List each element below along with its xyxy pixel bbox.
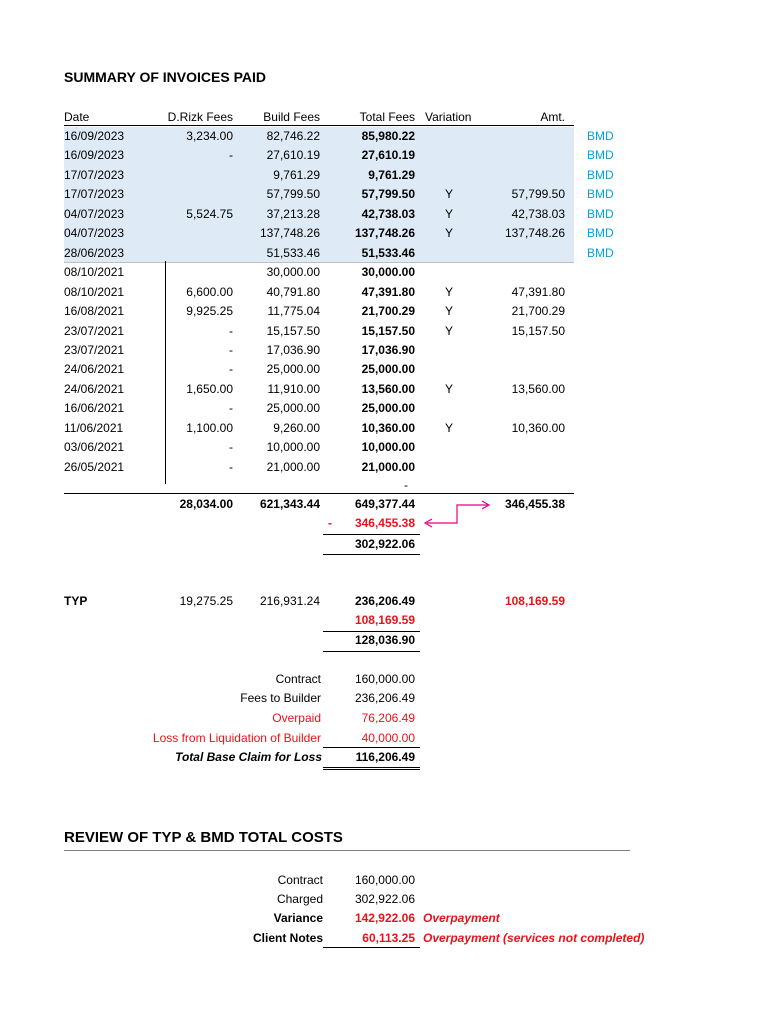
claim-total-label: Total Base Claim for Loss — [175, 750, 322, 764]
cell-tag: BMD — [587, 167, 614, 182]
cell-build: 40,791.80 — [266, 284, 320, 299]
cell-build: 57,799.50 — [266, 187, 320, 202]
cell-drizk: - — [229, 323, 233, 338]
cell-date: 26/05/2021 — [64, 459, 125, 474]
review-variance-value: 142,922.06 — [354, 911, 415, 925]
cell-tag: BMD — [587, 206, 614, 221]
claim-loss-value: 40,000.00 — [361, 731, 415, 745]
cell-build: 27,610.19 — [266, 148, 320, 163]
cell-build: 37,213.28 — [266, 206, 320, 221]
review-charged-label: Charged — [276, 892, 323, 906]
blank-dash: - — [404, 478, 408, 492]
cell-amt: 42,738.03 — [511, 206, 565, 221]
cell-drizk: - — [229, 401, 233, 416]
cell-total: 15,157.50 — [361, 323, 415, 338]
cell-date: 16/06/2021 — [64, 401, 125, 416]
net-total: 302,922.06 — [354, 537, 415, 551]
cell-build: 82,746.22 — [266, 129, 320, 143]
section-rule — [64, 850, 630, 851]
cell-total: 85,980.22 — [361, 129, 415, 143]
header-amt: Amt. — [540, 110, 565, 124]
header-total-fees: Total Fees — [359, 110, 415, 124]
cell-tag: BMD — [587, 245, 614, 260]
cell-date: 17/07/2023 — [64, 167, 125, 182]
cell-variation: Y — [444, 206, 453, 221]
cell-drizk: 6,600.00 — [186, 284, 233, 299]
typ-less: 108,169.59 — [354, 613, 415, 627]
cell-variation: Y — [444, 284, 453, 299]
claim-fees-value: 236,206.49 — [354, 691, 415, 705]
claim-overpaid-label: Overpaid — [272, 711, 321, 725]
cell-drizk: - — [229, 362, 233, 377]
cell-amt: 137,748.26 — [504, 226, 565, 241]
cell-date: 03/06/2021 — [64, 440, 125, 455]
cell-drizk: - — [229, 459, 233, 474]
header-drizk-fees: D.Rizk Fees — [167, 110, 233, 124]
cell-date: 16/09/2023 — [64, 129, 125, 143]
cell-total: 137,748.26 — [354, 226, 415, 241]
typ-build-fees: 216,931.24 — [259, 594, 320, 608]
cell-date: 16/08/2021 — [64, 304, 125, 319]
typ-drizk-fees: 19,275.25 — [179, 594, 233, 608]
cell-total: 25,000.00 — [361, 401, 415, 416]
review-contract-value: 160,000.00 — [354, 873, 415, 887]
cell-build: 11,775.04 — [267, 304, 320, 319]
claim-loss-label: Loss from Liquidation of Builder — [152, 731, 321, 745]
arrow-icon — [425, 501, 489, 527]
cell-total: 51,533.46 — [361, 245, 415, 260]
total-variation-amt: 346,455.38 — [504, 497, 565, 511]
cell-build: 25,000.00 — [266, 401, 320, 416]
total-build-fees: 621,343.44 — [259, 497, 320, 511]
cell-total: 17,036.90 — [361, 342, 415, 357]
total-drizk-fees: 28,034.00 — [179, 497, 233, 511]
review-variance-note: Overpayment — [423, 911, 500, 925]
cell-build: 51,533.46 — [266, 245, 320, 260]
cell-amt: 15,157.50 — [511, 323, 565, 338]
cell-drizk: - — [229, 440, 233, 455]
cell-total: 30,000.00 — [361, 265, 415, 280]
cell-total: 13,560.00 — [361, 381, 415, 396]
cell-date: 23/07/2021 — [64, 323, 125, 338]
cell-date: 08/10/2021 — [64, 284, 125, 299]
typ-net: 128,036.90 — [354, 633, 415, 647]
cell-variation: Y — [444, 226, 453, 241]
cell-amt: 21,700.29 — [511, 304, 565, 319]
review-contract-label: Contract — [277, 873, 323, 887]
cell-date: 04/07/2023 — [64, 206, 125, 221]
typ-variation-amt: 108,169.59 — [504, 594, 565, 608]
review-client-notes-value: 60,113.25 — [362, 931, 415, 945]
cell-date: 23/07/2021 — [64, 342, 125, 357]
cell-variation: Y — [444, 420, 453, 435]
cell-tag: BMD — [587, 187, 614, 202]
header-build-fees: Build Fees — [263, 110, 320, 124]
page-title: SUMMARY OF INVOICES PAID — [64, 69, 266, 85]
cell-date: 16/09/2023 — [64, 148, 125, 163]
cell-total: 47,391.80 — [361, 284, 415, 299]
cell-date: 04/07/2023 — [64, 226, 125, 241]
underline — [323, 767, 420, 768]
cell-drizk: 1,650.00 — [186, 381, 233, 396]
review-client-notes-note: Overpayment (services not completed) — [423, 931, 645, 945]
typ-label: TYP — [64, 594, 88, 608]
cell-build: 30,000.00 — [266, 265, 320, 280]
cell-total: 10,360.00 — [361, 420, 415, 435]
cell-drizk: - — [229, 148, 233, 163]
cell-amt: 13,560.00 — [511, 381, 565, 396]
cell-total: 9,761.29 — [368, 167, 415, 182]
cell-date: 08/10/2021 — [64, 265, 125, 280]
cell-date: 11/06/2021 — [64, 420, 124, 435]
review-charged-value: 302,922.06 — [354, 892, 415, 906]
less-variations: 346,455.38 — [354, 516, 415, 530]
header-date: Date — [64, 110, 90, 124]
cell-total: 42,738.03 — [361, 206, 415, 221]
cell-build: 21,000.00 — [266, 459, 320, 474]
cell-total: 21,000.00 — [361, 459, 415, 474]
cell-build: 17,036.90 — [266, 342, 320, 357]
cell-drizk: 5,524.75 — [186, 206, 233, 221]
cell-date: 17/07/2023 — [64, 187, 125, 202]
cell-tag: BMD — [587, 129, 614, 143]
total-fees: 649,377.44 — [354, 497, 415, 511]
cell-amt: 47,391.80 — [511, 284, 565, 299]
cell-build: 15,157.50 — [266, 323, 320, 338]
cell-amt: 57,799.50 — [511, 187, 565, 202]
cell-variation: Y — [444, 187, 453, 202]
cell-variation: Y — [444, 381, 453, 396]
cell-total: 10,000.00 — [361, 440, 415, 455]
underline — [323, 769, 420, 770]
cell-tag: BMD — [587, 226, 614, 241]
cell-build: 9,761.29 — [273, 167, 320, 182]
review-client-notes-label: Client Notes — [252, 931, 323, 945]
cell-build: 137,748.26 — [259, 226, 320, 241]
cell-build: 25,000.00 — [266, 362, 320, 377]
review-title: REVIEW OF TYP & BMD TOTAL COSTS — [64, 829, 343, 846]
cell-total: 25,000.00 — [361, 362, 415, 377]
cell-tag: BMD — [587, 148, 614, 163]
claim-overpaid-value: 76,206.49 — [361, 711, 415, 725]
cell-drizk: 9,925.25 — [186, 304, 233, 319]
cell-drizk: 3,234.00 — [186, 129, 233, 143]
underline — [323, 651, 420, 652]
cell-drizk: - — [229, 342, 233, 357]
cell-total: 21,700.29 — [361, 304, 415, 319]
cell-date: 24/06/2021 — [64, 381, 125, 396]
cell-variation: Y — [444, 304, 453, 319]
header-variation: Variation — [425, 110, 472, 124]
underline — [323, 947, 420, 948]
claim-fees-label: Fees to Builder — [240, 691, 321, 705]
less-dash: - — [328, 516, 332, 530]
review-variance-label: Variance — [273, 911, 323, 925]
cell-build: 9,260.00 — [273, 420, 320, 435]
cell-total: 57,799.50 — [361, 187, 415, 202]
cell-build: 11,910.00 — [267, 381, 320, 396]
claim-contract-value: 160,000.00 — [354, 672, 415, 686]
typ-total-fees: 236,206.49 — [354, 594, 415, 608]
cell-date: 28/06/2023 — [64, 245, 125, 260]
cell-date: 24/06/2021 — [64, 362, 125, 377]
cell-build: 10,000.00 — [266, 440, 320, 455]
cell-total: 27,610.19 — [361, 148, 415, 163]
cell-amt: 10,360.00 — [511, 420, 565, 435]
claim-total-value: 116,206.49 — [355, 750, 415, 764]
claim-contract-label: Contract — [275, 672, 321, 686]
cell-drizk: 1,100.00 — [186, 420, 233, 435]
cell-variation: Y — [444, 323, 453, 338]
